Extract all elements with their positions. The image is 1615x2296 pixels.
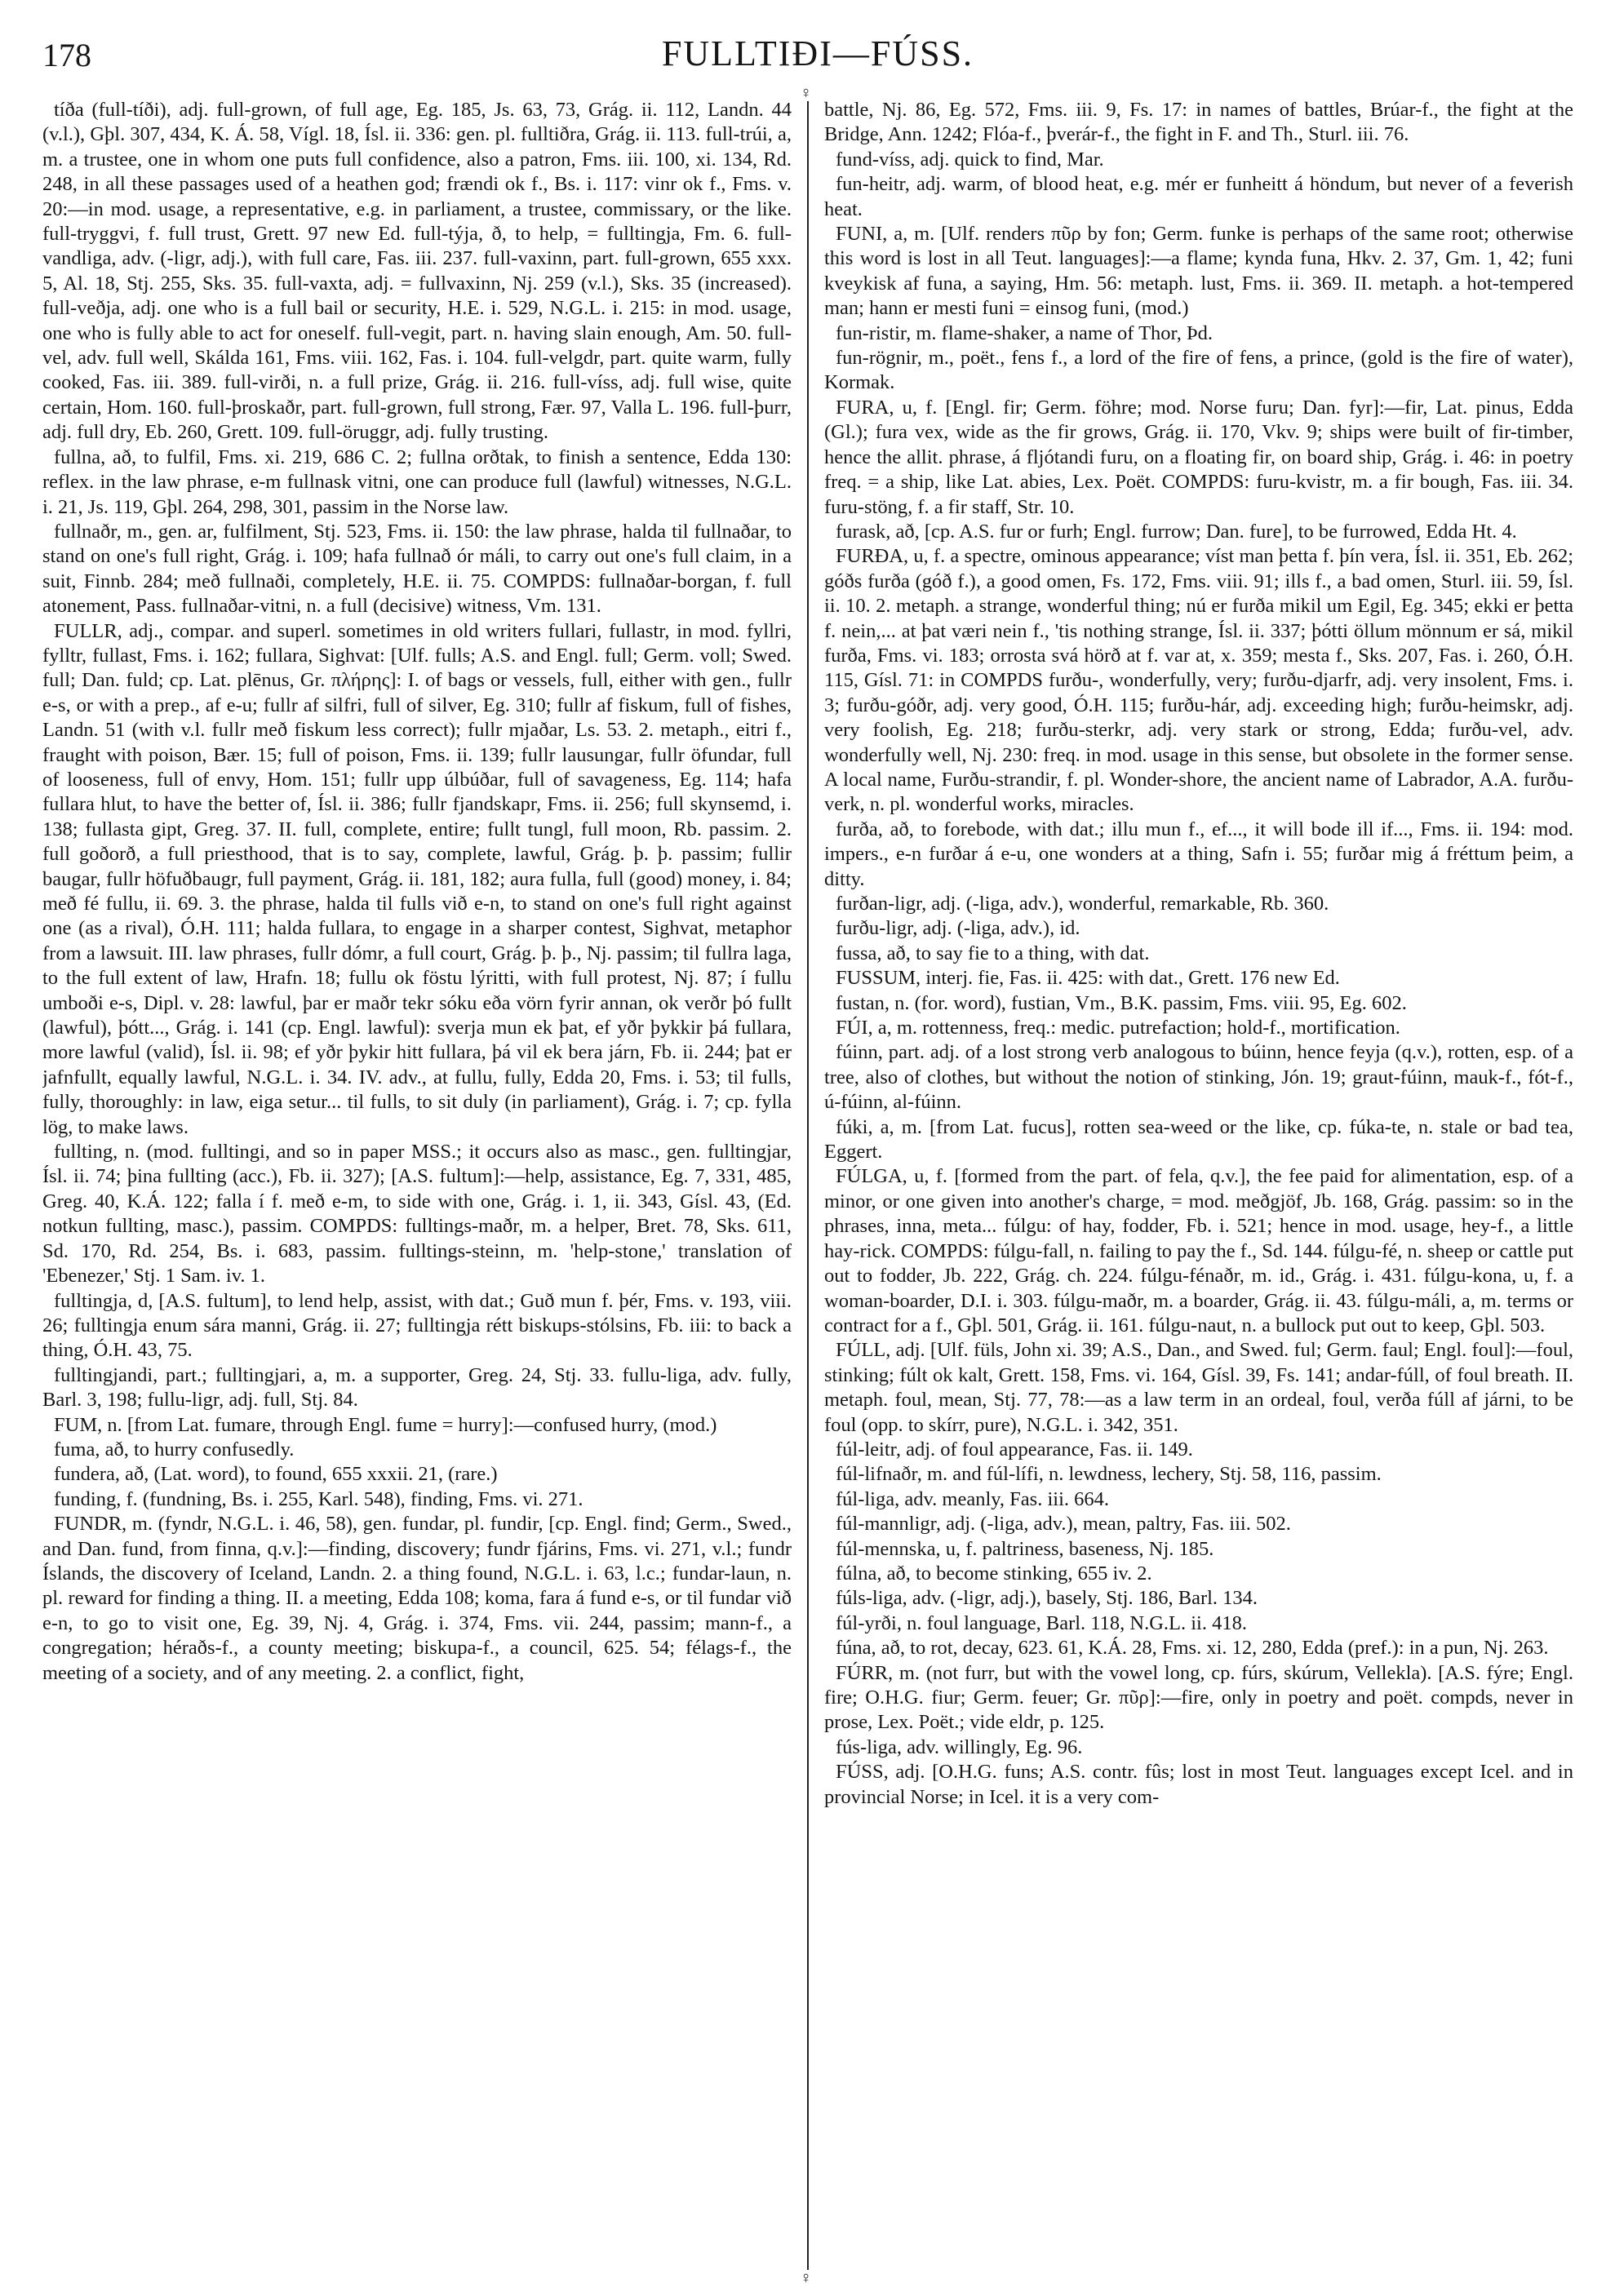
entry-fus-liga: fús-liga, adv. willingly, Eg. 96. — [836, 1735, 1083, 1758]
entry-fun-ristir: fun-ristir, m. flame-shaker, a name of Thor, Þd. — [836, 321, 1213, 344]
entry-fun-rognir: fun-rögnir, m., poët., fens f., a lord of the fire of fens, a prince, (gold is the fire of water), Kormak. — [824, 347, 1573, 394]
entry-funi: FUNI, a, m. [Ulf. renders πῦρ by fon; Germ. funke is perhaps of the same root; otherwise this word is lost in all Teut. languages]:—a flame; kynda funa, Hkv. 2. 37, Gm. 1, 42; funi kveykisk af funa, a saying, Hm. 56: metaph. lust, Fms. ii. 369. II. metaph. a hot-tempered man; hann er mesti funi = einsog funi, (mod.) — [824, 223, 1573, 320]
entry-ful-yrdi: fúl-yrði, n. foul language, Barl. 118, N.G.L. ii. 418. — [836, 1611, 1247, 1634]
entry-fuss: FÚSS, adj. [O.H.G. funs; A.S. contr. fûs; lost in most Teut. languages except Icel. and in provincial Norse; in Icel. it is a very com- — [824, 1761, 1573, 1808]
entry-fulna: fúlna, að, to become stinking, 655 iv. 2. — [836, 1562, 1152, 1585]
column-divider — [807, 91, 809, 2285]
entry-fullna: fullna, að, to fulfil, Fms. xi. 219, 686 C. 2; fullna orðtak, to finish a sentence, Edda 130: reflex. in the law phrase, e-m fullnask vitni, one can produce full (lawful) witnesses, N.G.L. i. 21, Js. 119, Gþl. 264, 298, 301, passim in the Norse law. — [42, 445, 792, 518]
page-header — [42, 33, 1593, 80]
entry-ful-leitr: fúl-leitr, adj. of foul appearance, Fas. ii. 149. — [836, 1438, 1193, 1460]
entry-fundera: fundera, að, (Lat. word), to found, 655 xxxii. 21, (rare.) — [54, 1463, 498, 1486]
entry-fulltingja: fulltingja, d, [A.S. fultum], to lend help, assist, with dat.; Guð mun f. þér, Fms. v. 193, viii. 26; fulltingja enum sára manni, Grág. ii. 27; fulltingja rétt biskups-stólsins, Fb. iii: to back a thing, Ó.H. 43, 75. — [42, 1289, 792, 1362]
running-title: FULLTIÐI—FÚSS. — [661, 33, 974, 73]
entry-fuinn: fúinn, part. adj. of a lost strong verb analogous to búinn, hence feyja (q.v.), rotten, esp. of a tree, also of clothes, but without the notion of stinking, Jón. 19; graut-fúinn, mauk-f., fót-f., ú-fúinn, al-fúinn. — [824, 1041, 1573, 1114]
right-column — [824, 98, 1573, 2285]
entry-fulga: FÚLGA, u, f. [formed from the part. of fela, q.v.], the fee paid for alimentation, esp. of a minor, or one given into another's charge, = mod. meðgjöf, Jb. 168, Grág. passim: so in the phrases, inna, meta... fúlgu: of hay, fodder, Fb. i. 521; hence in mod. usage, hey-f., a little hay-rick. COMPDS: fúlgu-fall, n. failing to pay the f., Sd. 144. fúlgu-fé, n. sheep or cattle put out to fodder, Jb. 222, Grág. ch. 224. fúlgu-fénaðr, m. id., Grág. i. 431. fúlgu-kona, u, f. a woman-boarder, D.I. i. 303. fúlgu-maðr, m. a boarder, Grág. ii. 43. fúlgu-máli, a, m. terms or contract for a f., Gþl. 501, Grág. ii. 161. fúlgu-naut, n. a bullock put out to keep, Gþl. 503. — [824, 1165, 1573, 1336]
entry-fum: FUM, n. [from Lat. fumare, through Engl. fume = hurry]:—confused hurry, (mod.) — [54, 1413, 717, 1436]
ornament-bottom-icon: ♀ — [800, 2269, 812, 2287]
entry-fund-viss: fund-víss, adj. quick to find, Mar. — [836, 148, 1104, 171]
entry-fun-heitr: fun-heitr, adj. warm, of blood heat, e.g. mér er funheitt á höndum, but never of a feverish heat. — [824, 173, 1573, 220]
entry-fussum: FUSSUM, interj. fie, Fas. ii. 425: with dat., Grett. 176 new Ed. — [836, 967, 1340, 990]
entry-fuma: fuma, að, to hurry confusedly. — [54, 1438, 295, 1460]
entry-funa: fúna, að, to rot, decay, 623. 61, K.Á. 28, Fms. xi. 12, 280, Edda (pref.): in a pun, Nj. 263. — [836, 1637, 1549, 1660]
entry-furdan-ligr: furðan-ligr, adj. (-liga, adv.), wonderful, remarkable, Rb. 360. — [836, 893, 1329, 915]
entry-fuls-liga: fúls-liga, adv. (-ligr, adj.), basely, Stj. 186, Barl. 134. — [836, 1587, 1258, 1610]
entry-ful-liga: fúl-liga, adv. meanly, Fas. iii. 664. — [836, 1487, 1109, 1510]
left-column — [42, 98, 792, 2285]
entry-fulltidi: tíða (full-tíði), adj. full-grown, of full age, Eg. 185, Js. 63, 73, Grág. ii. 112, Landn. 44 (v.l.), Gþl. 307, 434, K. Á. 58, Vígl. 18, Ísl. ii. 336: gen. pl. fulltiðra, Grág. ii. 113. full-trúi, a, m. a trustee, one in whom one puts full confidence, also a patron, Fms. iii. 100, xi. 134, Rd. 248, in all these passages used of a heathen god; frændi ok f., Bs. i. 117: vinr ok f., Fms. v. 20:—in mod. usage, a representative, e.g. in parliament, a trustee, commissary, or the like. full-tryggvi, f. full trust, Grett. 97 new Ed. full-týja, ð, to help, = fulltingja, Fm. 6. full-vandliga, adv. (-ligr, adj.), with full care, Fas. iii. 237. full-vaxinn, part. full-grown, 655 xxx. 5, Al. 18, Stj. 255, Sks. 35. full-vaxta, adj. = fullvaxinn, Nj. 259 (v.l.), Sks. 35 (increased). full-veðja, adj. one who is a full bail or security, H.E. i. 529, N.G.L. i. 215: in mod. usage, one who is fully able to act for oneself. full-vegit, part. n. having slain enough, Am. 50. full-vel, adv. full well, Skálda 161, Fms. viii. 162, Fas. i. 104. full-velgdr, part. quite warm, fully cooked, Fas. iii. 389. full-virði, n. a full prize, Grág. ii. 216. full-víss, adj. full wise, quite certain, Hom. 160. full-þroskaðr, part. full-grown, full strong, Fær. 97, Valla L. 196. full-þurr, adj. full dry, Eb. 260, Grett. 109. full-öruggr, adj. fully trusting. — [42, 99, 792, 444]
page-number: 178 — [42, 37, 91, 73]
entry-fulltingjandi: fulltingjandi, part.; fulltingjari, a, m. a supporter, Greg. 24, Stj. 33. fullu-liga, adv. fully, Barl. 3, 198; fullu-ligr, adj. full, Stj. 84. — [42, 1363, 792, 1412]
entry-ful-mennska: fúl-mennska, u, f. paltriness, baseness, Nj. 185. — [836, 1537, 1214, 1560]
entry-fundr-continued: battle, Nj. 86, Eg. 572, Fms. iii. 9, Fs. 17: in names of battles, Brúar-f., the fight at the Bridge, Ann. 1242; Flóa-f., þverár-f., the fight in F. and Th., Sturl. iii. 76. — [824, 99, 1573, 146]
entry-fullnadr: fullnaðr, m., gen. ar, fulfilment, Stj. 523, Fms. ii. 150: the law phrase, halda til fullnaðar, to stand on one's full right, Grág. i. 109; hafa fullnað ór máli, to carry out one's full claim, in a suit, Finnb. 284; með fullnaði, completely, H.E. ii. 75. COMPDS: fullnaðar-borgan, f. full atonement, Pass. fullnaðar-vitni, n. a full (decisive) witness, Vm. 131. — [42, 520, 792, 618]
entry-furda-verb: furða, að, to forebode, with dat.; illu mun f., ef..., it will bode ill if..., Fms. ii. 194: mod. impers., e-n furðar á e-u, one wonders at a thing, Safn i. 55; furðar mig á fréttum þeim, a ditty. — [824, 818, 1573, 890]
entry-full: FÚLL, adj. [Ulf. füls, John xi. 39; A.S., Dan., and Swed. ful; Germ. faul; Engl. foul]:—foul, stinking; fúlt ok kalt, Grett. 158, Fms. vi. 164, Gísl. 39, Fs. 141; andar-fúll, of foul breath. II. metaph. foul, mean, Stj. 77, 78:—as a law term in an ordeal, foul, verða fúll af járni, to be foul (opp. to skírr, pure), N.G.L. i. 342, 351. — [824, 1339, 1573, 1436]
entry-fuki: fúki, a, m. [from Lat. fucus], rotten sea-weed or the like, cp. fúka-te, n. stale or bad tea, Eggert. — [824, 1115, 1573, 1164]
entry-fullr: FULLR, adj., compar. and superl. sometimes in old writers fullari, fullastr, in mod. fyllri, fylltr, fullast, Fms. i. 162; fullara, Sighvat: [Ulf. fulls; A.S. and Engl. full; Germ. voll; Swed. full; Dan. fuld; cp. Lat. plēnus, Gr. πλήρης]: I. of bags or vessels, full, either with gen., fullr e-s, or with a prep., af e-u; fullr af silfri, full of silver, Eg. 310; fullr af fiskum, full of fishes, Landn. 51 (with v.l. fullr með fiskum less correct); fullr mjaðar, Ls. 53. 2. metaph., eitri f., fraught with poison, Bær. 15; full of poison, Fms. ii. 139; fullr lausungar, fullr öfundar, full of looseness, full of envy, Hom. 151; fullr upp úlbúðar, full of savageness, Eg. 114; hafa fullara hlut, to have the better of, Ísl. ii. 386; fullr fjandskapr, Fms. ii. 256; full skynsemd, i. 138; fullasta gipt, Greg. 37. II. full, complete, entire; fullt tungl, full moon, Rb. passim. 2. full goðorð, a full priesthood, that is to say, complete, lawful, Grág. þ. þ. passim; fullir baugar, fullr höfuðbaugr, full payment, Grág. ii. 181, 182; aura fulla, full (good) money, i. 84; með fé fullu, ii. 69. 3. the phrase, halda til fulls við e-n, to stand on one's full right against one (as a rival), Ó.H. 111; halda fullara, to engage in a sharper contest, Sighvat, metaphor from a lawsuit. III. law phrases, fullr dómr, a full court, Grág. þ. þ., Nj. passim; til fullra laga, to the full extent of law, Hrafn. 18; fullu ok föstu lýritti, with full protest, Nj. 87; í fullu umboði e-s, Dipl. v. 28: lawful, þar er maðr tekr sóku eða vörn fyrir annan, ok verðr þó fullt (lawful), þótt..., Grág. i. 141 (cp. Engl. lawful): sverja mun ek þat, ef yðr þykkir þá fullara, more lawful (valid), Ísl. ii. 98; ef yðr þykir hitt fullara, þá vil ek bera járn, Fb. ii. 244; þat er jafnfullt, equally lawful, N.G.L. i. 34. IV. adv., at fullu, fully, Edda 20, Fms. i. 53; til fulls, fully, thoroughly: in law, eiga setur... til fulls, to sit duly (in parliament), Grág. i. 7; cp. fylla lög, to make laws. — [42, 619, 792, 1138]
entry-ful-mannligr: fúl-mannligr, adj. (-liga, adv.), mean, paltry, Fas. iii. 502. — [836, 1513, 1291, 1536]
entry-fundr: FUNDR, m. (fyndr, N.G.L. i. 46, 58), gen. fundar, pl. fundir, [cp. Engl. find; Germ., Swed., and Dan. fund, from finna, q.v.]:—finding, discovery; fundr fjárins, Fms. vi. 271, v.l.; fundr Íslands, the discovery of Iceland, Landn. 2. a thing found, N.G.L. i. 63, l.c.; fundar-laun, n. pl. reward for finding a thing. II. a meeting, Edda 108; koma, fara á fund e-s, or til fundar við e-n, to go to visit one, Eg. 39, Nj. 4, Grág. i. 374, Fms. vii. 244, passim; mann-f., a congregation; héraðs-f., a county meeting; biskupa-f., a council, 625. 54; félags-f., the meeting of a society, and of any meeting. 2. a conflict, fight, — [42, 1513, 792, 1684]
entry-furr: FÚRR, m. (not furr, but with the vowel long, cp. fúrs, skúrum, Vellekla). [A.S. fýre; Engl. fire; O.H.G. fiur; Germ. feuer; Gr. πῦρ]:—fire, only in poetry and poët. compds, never in prose, Lex. Poët.; vide eldr, p. 125. — [824, 1661, 1573, 1734]
entry-fullting: fullting, n. (mod. fulltingi, and so in paper MSS.; it occurs also as masc., gen. fulltingjar, Ísl. ii. 74; þina fullting (acc.), Fb. ii. 327); [A.S. fultum]:—help, assistance, Eg. 7, 331, 485, Greg. 40, K.Á. 122; falla í f. með e-m, to side with one, Grág. i. 1, ii. 343, Gísl. 43, (Ed. notkun fullting, masc.), passim. COMPDS: fulltings-maðr, m. a helper, Bret. 78, Sks. 611, Sd. 170, Rd. 254, Bs. i. 683, passim. fulltings-steinn, m. 'help-stone,' translation of 'Ebenezer,' Stj. 1 Sam. iv. 1. — [42, 1141, 792, 1288]
entry-ful-lifnadr: fúl-lifnaðr, m. and fúl-lífi, n. lewdness, lechery, Stj. 58, 116, passim. — [836, 1463, 1382, 1486]
entry-funding: funding, f. (fundning, Bs. i. 255, Karl. 548), finding, Fms. vi. 271. — [54, 1487, 583, 1510]
entry-furda-noun: FURÐA, u, f. a spectre, ominous appearance; víst man þetta f. þín vera, Ísl. ii. 351, Eb. 262; góðs furða (góð f.), a good omen, Fs. 172, Fms. viii. 91; ills f., a bad omen, Sturl. iii. 59, Ísl. ii. 10. 2. metaph. a strange, wonderful thing; nú er furða mikil um Egil, Eg. 345; ekki er þetta f. nein,... at þat væri nein f., 'tis nothing strange, Ísl. ii. 337; þótti öllum mönnum er sá, mikil furða, Fms. vi. 183; orrosta svá hörð at f. var at, x. 359; mesta f., Sks. 207, Fas. i. 260, Ó.H. 115, Gísl. 71: in COMPDS furðu-, wonderfully, very; furðu-djarfr, adj. very insolent, Fms. i. 3; furðu-góðr, adj. very good, Ó.H. 115; furðu-hár, adj. exceeding high; furðu-heimskr, adj. very foolish, Eg. 218; furðu-sterkr, adj. very stark or strong, Edda; furðu-vel, adv. wonderfully well, Nj. 230: freq. in mod. usage in this sense, but obsolete in the former sense. A local name, Furðu-strandir, f. pl. Wonder-shore, the ancient name of Labrador, A.A. furðu-verk, n. pl. wonderful works, miracles. — [824, 545, 1573, 816]
entry-furask: furask, að, [cp. A.S. fur or furh; Engl. furrow; Dan. fure], to be furrowed, Edda Ht. 4. — [836, 520, 1517, 543]
ornament-top-icon: ♀ — [800, 84, 812, 102]
entry-fura: FURA, u, f. [Engl. fir; Germ. föhre; mod. Norse furu; Dan. fyr]:—fir, Lat. pinus, Edda (Gl.); fura vex, wide as the fir grows, Grág. ii. 170, Vkv. 9; ships were built of fir-timber, hence the allit. phrase, á fljótandi furu, on a floating fir, on board ship, Grág. i. 46: in poetry freq. = a ship, like Lat. abies, Lex. Poët. COMPDS: furu-kvistr, m. a fir bough, Fas. iii. 34. furu-stöng, f. a fir staff, Str. 10. — [824, 396, 1573, 518]
entry-fustan: fustan, n. (for. word), fustian, Vm., B.K. passim, Fms. viii. 95, Eg. 602. — [836, 991, 1407, 1014]
entry-fussa: fussa, að, to say fie to a thing, with dat. — [836, 942, 1150, 964]
entry-fui: FÚI, a, m. rottenness, freq.: medic. putrefaction; hold-f., mortification. — [836, 1017, 1400, 1039]
entry-furdu-ligr: furðu-ligr, adj. (-liga, adv.), id. — [836, 917, 1080, 940]
